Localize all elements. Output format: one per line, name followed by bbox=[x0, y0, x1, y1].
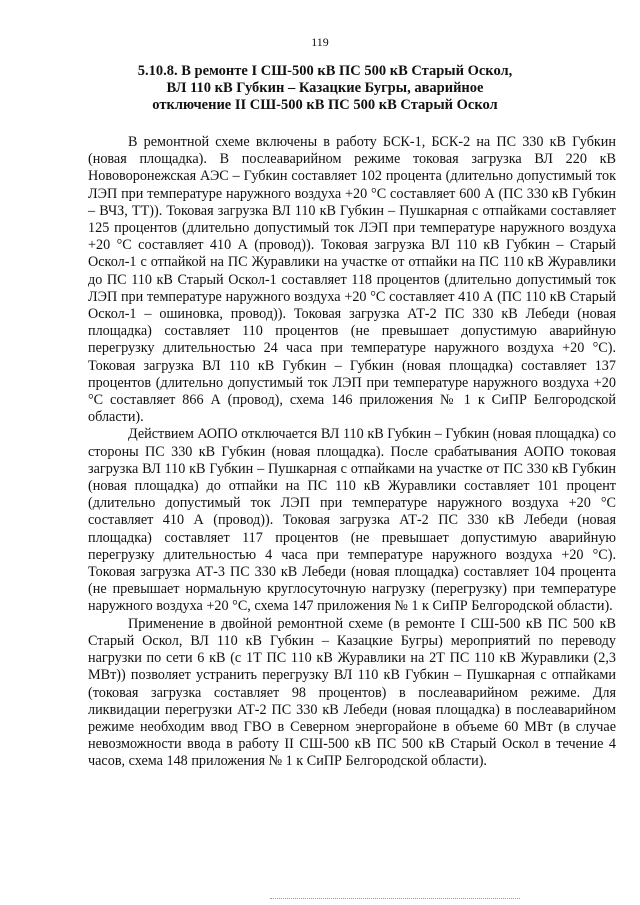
paragraph: Действием АОПО отключается ВЛ 110 кВ Губкин – Губкин (новая площадка) со стороны ПС 330 кВ Губкин (новая площадка). После срабатывания АОПО токовая загрузка ВЛ 110 кВ Губкин – Пушкарная с отпайками на участке от ПС 330 кВ Губкин (новая площадка) до отпайки на ПС 110 кВ Журавлики составляет 101 процент (длительно допустимый ток ЛЭП при температуре наружного воздуха +20 °С составляет 410 А (провод)). Токовая загрузка АТ-2 ПС 330 кВ Лебеди (новая площадка) составляет 117 процентов (не превышает допустимую аварийную перегрузку длительностью 4 часа при температуре наружного воздуха +20 °С). Токовая загрузка АТ-3 ПС 330 кВ Лебеди (новая площадка) составляет 104 процента (не превышает нормальную круглосуточную нагрузку (перегрузку) при температуре наружного воздуха +20 °С, схема 147 приложения № 1 к СиПР Белгородской области). bbox=[88, 426, 616, 615]
scan-artifact-rule bbox=[270, 898, 520, 899]
section-heading-line: ВЛ 110 кВ Губкин – Казацкие Бугры, аварийное bbox=[166, 80, 484, 96]
body-text bbox=[88, 134, 616, 771]
paragraph: В ремонтной схеме включены в работу БСК-1, БСК-2 на ПС 330 кВ Губкин (новая площадка). В послеаварийном режиме токовая загрузка ВЛ 220 кВ Нововоронежская АЭС – Губкин составляет 102 процента (длительно допустимый ток ЛЭП при температуре наружного воздуха +20 °С составляет 600 А (ПС 330 кВ Губкин – ВЧЗ, ТТ)). Токовая загрузка ВЛ 110 кВ Губкин – Пушкарная с отпайками составляет 125 процентов (длительно допустимый ток ЛЭП при температуре наружного воздуха +20 °С составляет 410 А (провод)). Токовая загрузка ВЛ 110 кВ Губкин – Старый Оскол-1 с отпайкой на ПС Журавлики на участке от отпайки на ПС 110 кВ Журавлики до ПС 110 кВ Старый Оскол-1 составляет 118 процентов (длительно допустимый ток ЛЭП при температуре наружного воздуха +20 °С составляет 410 А (ПС 110 кВ Старый Оскол-1 – ошиновка, провод)). Токовая загрузка АТ-2 ПС 330 кВ Лебеди (новая площадка) составляет 110 процентов (не превышает допустимую аварийную перегрузку длительностью 24 часа при температуре наружного воздуха +20 °С). Токовая загрузка ВЛ 110 кВ Губкин – Губкин (новая площадка) составляет 137 процентов (длительно допустимый ток ЛЭП при температуре наружного воздуха +20 °С составляет 866 А (провод), схема 146 приложения № 1 к СиПР Белгородской области). bbox=[88, 134, 616, 426]
section-heading bbox=[90, 63, 560, 114]
page-number: 119 bbox=[311, 35, 329, 49]
section-heading-line: 5.10.8. В ремонте I СШ-500 кВ ПС 500 кВ Старый Оскол, bbox=[137, 63, 513, 79]
paragraph: Применение в двойной ремонтной схеме (в ремонте I СШ-500 кВ ПС 500 кВ Старый Оскол, ВЛ 110 кВ Губкин – Казацкие Бугры) мероприятий по переводу нагрузки по сети 6 кВ (с 1Т ПС 110 кВ Журавлики на 2Т ПС 110 кВ Журавлики (2,3 МВт)) позволяет устранить перегрузку ВЛ 110 кВ Губкин – Пушкарная с отпайками (токовая загрузка составляет 98 процентов) в послеаварийном режиме. Для ликвидации перегрузки АТ-2 ПС 330 кВ Лебеди (новая площадка) в послеаварийном режиме необходим ввод ГВО в Северном энергорайоне в объеме 60 МВт (в случае невозможности ввода в работу II СШ-500 кВ ПС 500 кВ Старый Оскол в течение 4 часов, схема 148 приложения № 1 к СиПР Белгородской области). bbox=[88, 615, 616, 770]
section-heading-line: отключение II СШ-500 кВ ПС 500 кВ Старый Оскол bbox=[152, 97, 498, 113]
